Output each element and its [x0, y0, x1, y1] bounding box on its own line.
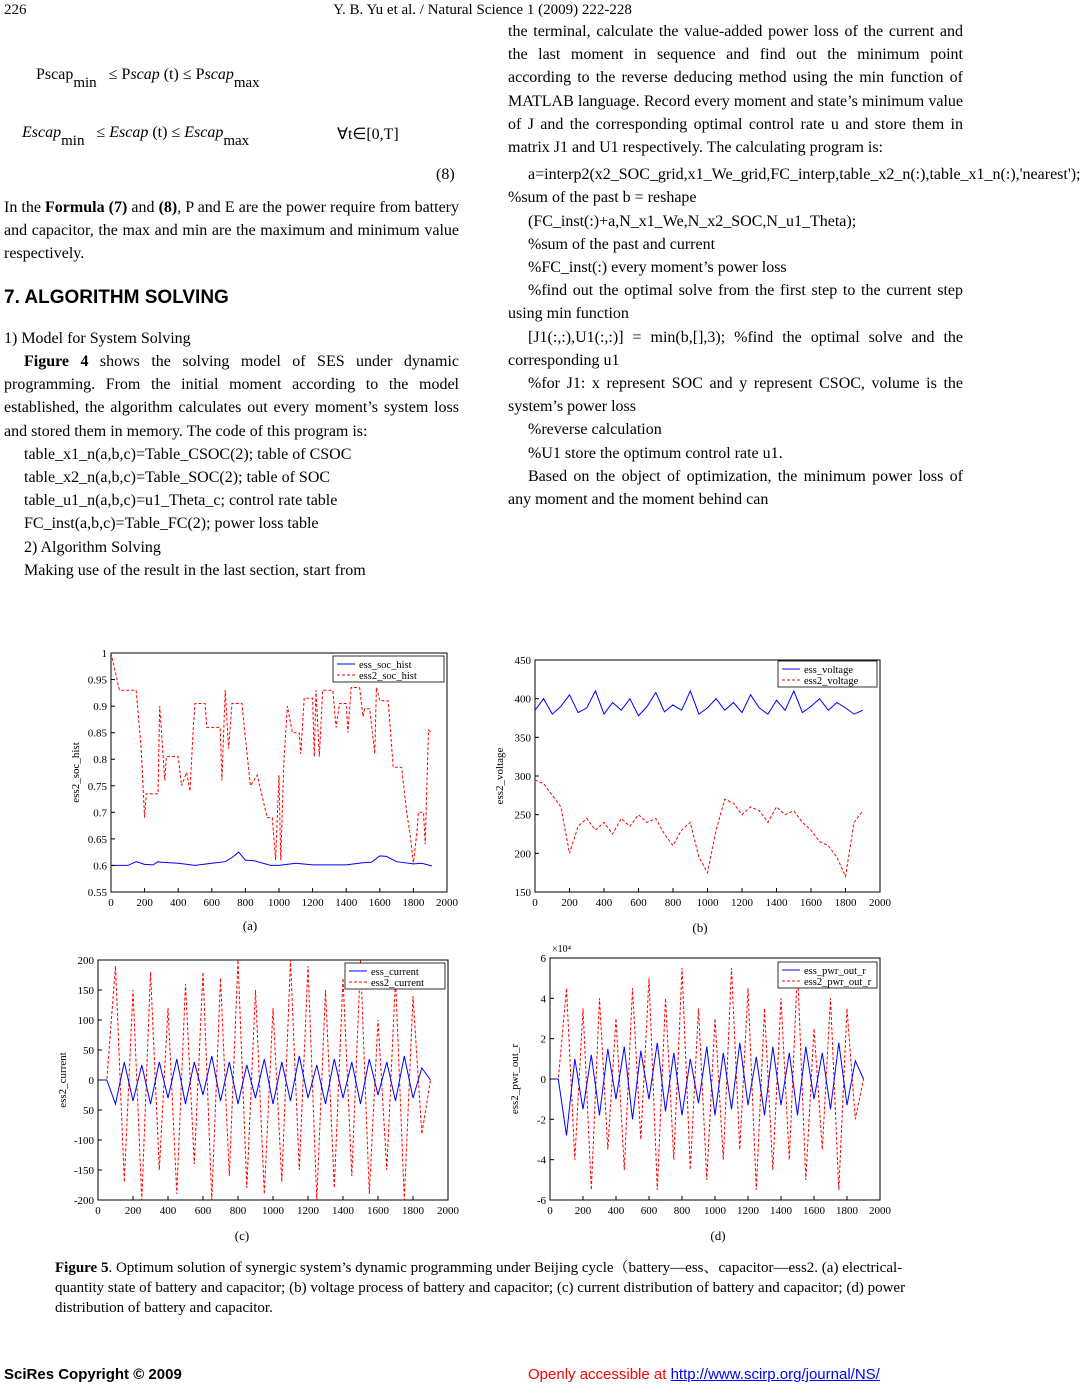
code-line: FC_inst(a,b,c)=Table_FC(2); power loss table — [24, 515, 319, 533]
x-tick-label: 1800 — [834, 897, 857, 909]
y-tick-label: 100 — [77, 1015, 94, 1027]
journal-link[interactable]: http://www.scirp.org/journal/NS/ — [670, 1366, 880, 1383]
y-tick-label: 0.55 — [87, 887, 107, 899]
subfigure-label: (b) — [692, 920, 708, 935]
legend-label: ess2_pwr_out_r — [804, 977, 872, 988]
paragraph: In the Formula (7) and (8), P and E are the power require from battery and capacitor, the max and min are the maximum and minimum value respectively. — [4, 199, 459, 263]
x-tick-label: 1400 — [770, 1205, 792, 1217]
subfigure-label: (a) — [242, 918, 258, 933]
legend-label: ess_current — [371, 967, 419, 978]
code-line: a=interp2(x2_SOC_grid,x1_We_grid,FC_interp,table_x2_n(:),table_x1_n(:),'nearest'); %sum of the past b = reshape — [508, 166, 1081, 207]
copyright: SciRes Copyright © 2009 — [4, 1366, 182, 1383]
y-tick-label: -6 — [536, 1195, 546, 1207]
y-tick-label: 4 — [540, 993, 546, 1006]
x-tick-label: 1800 — [402, 897, 425, 909]
y-axis-label: ess2_soc_hist — [70, 742, 82, 803]
y-tick-label: 0.8 — [93, 754, 107, 767]
y-tick-label: -2 — [536, 1114, 546, 1127]
y-tick-label: -4 — [536, 1154, 546, 1167]
x-tick-label: 1800 — [402, 1205, 424, 1217]
legend — [333, 656, 444, 682]
x-tick-label: 200 — [136, 897, 153, 909]
x-tick-label: 800 — [664, 897, 682, 909]
code-line: (FC_inst(:)+a,N_x1_We,N_x2_SOC,N_u1_Theta); — [528, 212, 857, 230]
plot-area — [98, 960, 448, 1200]
code-line: %for J1: x represent SOC and y represent CSOC, volume is the system’s power loss — [508, 375, 963, 416]
paragraph: Making use of the result in the last section, start from — [24, 561, 366, 579]
x-tick-label: 400 — [169, 897, 187, 909]
y-tick-label: 1 — [101, 648, 107, 660]
y-tick-label: 0 — [540, 1074, 546, 1086]
code-line: %U1 store the optimum control rate u1. — [528, 444, 783, 462]
code-line: %FC_inst(:) every moment’s power loss — [528, 259, 787, 277]
x-tick-label: 200 — [574, 1205, 592, 1217]
y-tick-label: 0.75 — [87, 780, 107, 793]
subsection-title: 2) Algorithm Solving — [24, 538, 161, 556]
x-tick-label: 600 — [194, 1205, 212, 1217]
y-tick-label: 0 — [88, 1075, 94, 1087]
code-line: %reverse calculation — [528, 421, 662, 439]
y-tick-label: 0.65 — [87, 833, 107, 846]
y-tick-label: 0.6 — [93, 860, 107, 873]
chart-b — [494, 655, 892, 935]
subsection-title: 1) Model for System Solving — [4, 329, 191, 347]
x-tick-label: 600 — [203, 897, 221, 909]
x-tick-label: 1800 — [836, 1205, 858, 1217]
y-tick-label: 150 — [77, 985, 94, 997]
y-tick-label: 200 — [77, 955, 94, 967]
y-tick-label: 450 — [514, 655, 531, 667]
x-tick-label: 1400 — [335, 897, 358, 909]
legend-label: ess2_current — [371, 978, 425, 989]
section-heading: 7. ALGORITHM SOLVING — [4, 286, 229, 308]
x-tick-label: 1200 — [731, 897, 753, 909]
legend-label: ess2_soc_hist — [359, 671, 417, 682]
y-tick-label: 0.95 — [87, 674, 107, 687]
plot-area — [111, 653, 447, 892]
x-tick-label: 0 — [95, 1205, 101, 1217]
y-tick-label: -150 — [73, 1165, 94, 1177]
x-tick-label: 0 — [532, 897, 538, 909]
x-tick-label: 800 — [237, 897, 254, 909]
x-tick-label: 400 — [595, 897, 613, 909]
y-tick-label: 300 — [514, 771, 531, 783]
y-tick-label: 50 — [83, 1045, 94, 1057]
y-axis-label: ess2_current — [57, 1052, 69, 1108]
axis-multiplier: ×10⁴ — [552, 944, 572, 955]
y-tick-label: 0.9 — [93, 701, 107, 714]
x-tick-label: 2000 — [869, 897, 891, 909]
chart-d — [509, 944, 892, 1243]
x-tick-label: 600 — [630, 897, 647, 909]
x-tick-label: 1000 — [262, 1205, 284, 1217]
figure-caption: Figure 5. Optimum solution of synergic system’s dynamic programming under Beijing cycle（battery—ess、capacitor—ess2. (a) electrical-quantity state of battery and capacitor; (b) voltage process of battery and capacitor; (c) current distribution of battery and capacitor; (d) power distribution of battery and capacitor. — [55, 1260, 906, 1316]
x-tick-label: 1600 — [368, 897, 391, 909]
chart-c — [57, 955, 460, 1243]
y-axis-label: ess2_pwr_out_r — [509, 1043, 521, 1115]
x-tick-label: 2000 — [437, 1205, 459, 1217]
paragraph: Figure 4 shows the solving model of SES under dynamic programming. From the initial moment according to the model established, the algorithm calculates out every moment’s system loss and stored them in memory. The code of this program is: — [4, 353, 459, 440]
y-tick-label: -100 — [73, 1135, 94, 1147]
plot-area — [535, 660, 880, 892]
legend-label: ess_soc_hist — [359, 660, 412, 671]
y-tick-label: -200 — [73, 1195, 94, 1207]
y-tick-label: 6 — [540, 953, 546, 965]
x-tick-label: 0 — [547, 1205, 553, 1217]
subfigure-label: (d) — [710, 1228, 726, 1243]
code-line: table_x1_n(a,b,c)=Table_CSOC(2); table of CSOC — [24, 445, 352, 463]
x-tick-label: 800 — [229, 1205, 247, 1217]
y-tick-label: 150 — [514, 887, 531, 899]
code-line: table_u1_n(a,b,c)=u1_Theta_c; control rate table — [24, 492, 338, 510]
y-tick-label: 2 — [540, 1033, 546, 1046]
x-tick-label: 1400 — [332, 1205, 354, 1217]
y-tick-label: 0.7 — [93, 807, 107, 820]
page-number: 226 — [4, 2, 27, 18]
legend — [345, 963, 445, 989]
legend-label: ess_pwr_out_r — [804, 966, 866, 977]
code-line: [J1(:,:),U1(:,:)] = min(b,[],3); %find the optimal solve and the corresponding u1 — [508, 328, 963, 369]
y-tick-label: 200 — [514, 848, 531, 861]
equation-line-1: Pscapmin ≤ Pscap (t) ≤ Pscapmax — [36, 66, 260, 91]
x-tick-label: 200 — [561, 897, 578, 909]
y-tick-label: 350 — [514, 732, 531, 745]
code-line: table_x2_n(a,b,c)=Table_SOC(2); table of SOC — [24, 469, 331, 487]
x-tick-label: 600 — [640, 1205, 658, 1217]
x-tick-label: 2000 — [436, 897, 458, 909]
y-tick-label: 50 — [83, 1105, 94, 1117]
legend-label: ess_voltage — [804, 665, 853, 676]
y-axis-label: ess2_voltage — [494, 747, 506, 805]
code-line: %find out the optimal solve from the first step to the current step using min function — [508, 282, 963, 323]
x-tick-label: 1600 — [367, 1205, 389, 1217]
subfigure-label: (c) — [234, 1228, 250, 1243]
x-tick-label: 0 — [108, 897, 114, 909]
x-tick-label: 1200 — [301, 897, 324, 909]
code-line: %sum of the past and current — [528, 235, 716, 253]
chart-a — [70, 648, 459, 933]
x-tick-label: 1000 — [696, 897, 719, 909]
y-tick-label: 400 — [514, 693, 531, 706]
x-tick-label: 1000 — [268, 897, 290, 909]
equation-number: (8) — [436, 166, 455, 183]
access-note: Openly accessible at http://www.scirp.org/journal/NS/ — [528, 1366, 880, 1383]
x-tick-label: 1400 — [765, 897, 788, 909]
legend — [778, 661, 877, 687]
x-tick-label: 1600 — [803, 1205, 825, 1217]
equation-line-2: Escapmin ≤ Escap (t) ≤ Escapmax ∀t∈[0,T] — [22, 124, 399, 149]
legend-label: ess2_voltage — [804, 676, 859, 687]
plot-area — [550, 958, 880, 1200]
x-tick-label: 200 — [124, 1205, 142, 1217]
legend — [778, 962, 877, 988]
x-tick-label: 2000 — [869, 1205, 891, 1217]
y-tick-label: 250 — [514, 809, 531, 822]
running-title: Y. B. Yu et al. / Natural Science 1 (2009) 222-228 — [333, 2, 632, 18]
x-tick-label: 1000 — [704, 1205, 726, 1217]
x-tick-label: 800 — [673, 1205, 691, 1217]
y-tick-label: 0.85 — [87, 727, 107, 740]
x-tick-label: 1200 — [297, 1205, 319, 1217]
x-tick-label: 400 — [159, 1205, 177, 1217]
x-tick-label: 1200 — [737, 1205, 759, 1217]
x-tick-label: 1600 — [800, 897, 822, 909]
paragraph: Based on the object of optimization, the minimum power loss of any moment and the moment behind can — [508, 467, 963, 509]
x-tick-label: 400 — [607, 1205, 625, 1217]
paragraph: the terminal, calculate the value-added power loss of the current and the last moment in sequence and find out the minimum point according to the reverse deducing method using the min function of MATLAB language. Record every moment and state’s minimum value of J and the corresponding optimal control rate u and store them in matrix J1 and U1 respectively. The calculating program is: — [508, 23, 963, 157]
